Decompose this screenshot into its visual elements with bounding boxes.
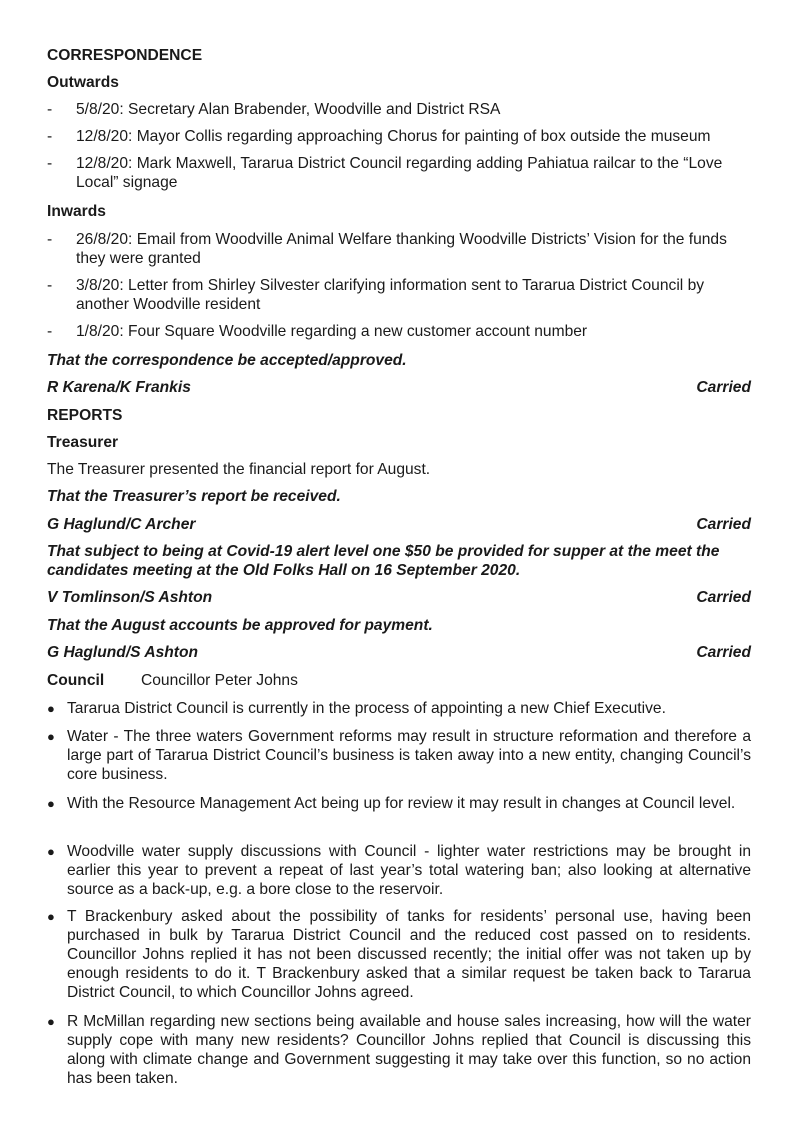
dash-marker: - <box>47 128 53 145</box>
list-item <box>47 699 751 718</box>
reports-heading: REPORTS <box>47 407 123 424</box>
bullet-marker: ● <box>47 796 55 811</box>
bullet-marker: ● <box>47 1014 55 1029</box>
list-item-text: 12/8/20: Mayor Collis regarding approaching Chorus for painting of box outside the museum <box>76 128 711 145</box>
supper-movers-row <box>47 588 751 607</box>
list-item-text: 12/8/20: Mark Maxwell, Tararua District Council regarding adding Pahiatua railcar to the “Love Local” signage <box>76 155 723 191</box>
bullet-marker: ● <box>47 909 55 924</box>
list-item <box>47 1012 751 1088</box>
list-item <box>47 154 751 192</box>
bullet-marker: ● <box>47 844 55 859</box>
treasurer-heading: Treasurer <box>47 434 119 451</box>
movers-names: G Haglund/S Ashton <box>47 644 199 661</box>
list-item-text: Woodville water supply discussions with Council - lighter water restrictions may be brought in earlier this year to prevent a repeat of last year’s total watering ban; also looking at alternative source as a back-up, e.g. a bore close to the reservoir. <box>67 843 751 898</box>
list-item-text: R McMillan regarding new sections being available and house sales increasing, how will the water supply cope with many new residents? Councillor Johns replied that Council is discussing this along with climate change and Government suggesting it may take over this function, so no action has been taken. <box>67 1013 751 1087</box>
list-item-text: 3/8/20: Letter from Shirley Silvester clarifying information sent to Tararua District Council by another Woodville resident <box>76 277 705 313</box>
list-item <box>47 907 751 1002</box>
outwards-heading: Outwards <box>47 74 119 91</box>
list-item-text: With the Resource Management Act being up for review it may result in changes at Council level. <box>67 795 736 812</box>
dash-marker: - <box>47 155 53 172</box>
council-label: Council <box>47 672 105 689</box>
dash-marker: - <box>47 101 53 118</box>
list-item <box>47 100 751 119</box>
accounts-motion: That the August accounts be approved for payment. <box>47 617 433 634</box>
list-item-text: 26/8/20: Email from Woodville Animal Welfare thanking Woodville Districts’ Vision for the funds they were granted <box>76 231 727 267</box>
list-item-text: Water - The three waters Government reforms may result in structure reformation and therefore a large part of Tararua District Council’s business is taken away into a new entity, changing Council’s core business. <box>67 728 751 783</box>
councillor-name: Councillor Peter Johns <box>141 672 298 689</box>
movers-names: G Haglund/C Archer <box>47 516 196 533</box>
list-item <box>47 794 751 813</box>
dash-marker: - <box>47 323 53 340</box>
list-item-text: Tararua District Council is currently in the process of appointing a new Chief Executive. <box>67 700 666 717</box>
correspondence-movers-row <box>47 378 751 397</box>
correspondence-heading: CORRESPONDENCE <box>47 47 203 64</box>
list-item-text: 5/8/20: Secretary Alan Brabender, Woodville and District RSA <box>76 101 501 118</box>
list-item-text: 1/8/20: Four Square Woodville regarding a new customer account number <box>76 323 588 340</box>
supper-motion: That subject to being at Covid-19 alert level one $50 be provided for supper at the meet the candidates meeting at the Old Folks Hall on 16 September 2020. <box>47 543 720 579</box>
motion-result: Carried <box>696 644 751 661</box>
list-item <box>47 842 751 899</box>
correspondence-motion: That the correspondence be accepted/approved. <box>47 352 407 369</box>
motion-result: Carried <box>696 589 751 606</box>
motion-result: Carried <box>696 379 751 396</box>
dash-marker: - <box>47 277 53 294</box>
bullet-marker: ● <box>47 701 55 716</box>
council-heading-row <box>47 671 751 690</box>
list-item <box>47 127 751 146</box>
accounts-movers-row <box>47 643 751 662</box>
list-item <box>47 322 751 341</box>
movers-names: R Karena/K Frankis <box>47 379 191 396</box>
list-item <box>47 276 751 314</box>
inwards-heading: Inwards <box>47 203 106 220</box>
bullet-marker: ● <box>47 729 55 744</box>
treasurer-text: The Treasurer presented the financial report for August. <box>47 461 431 478</box>
motion-result: Carried <box>696 516 751 533</box>
list-item <box>47 230 751 268</box>
dash-marker: - <box>47 231 53 248</box>
list-item-text: T Brackenbury asked about the possibility of tanks for residents’ personal use, having been purchased in bulk by Tararua District Council and the reduced cost passed on to residents. Councillor Johns replied it has not been discussed recently; the initial offer was not taken up by enough residents to do it. T Brackenbury asked that a similar request be taken back to Tararua District Council, to which Councillor Johns agreed. <box>67 908 751 1001</box>
treasurer-motion: That the Treasurer’s report be received. <box>47 488 341 505</box>
list-item <box>47 727 751 784</box>
treasurer-movers-row <box>47 515 751 534</box>
movers-names: V Tomlinson/S Ashton <box>47 589 213 606</box>
